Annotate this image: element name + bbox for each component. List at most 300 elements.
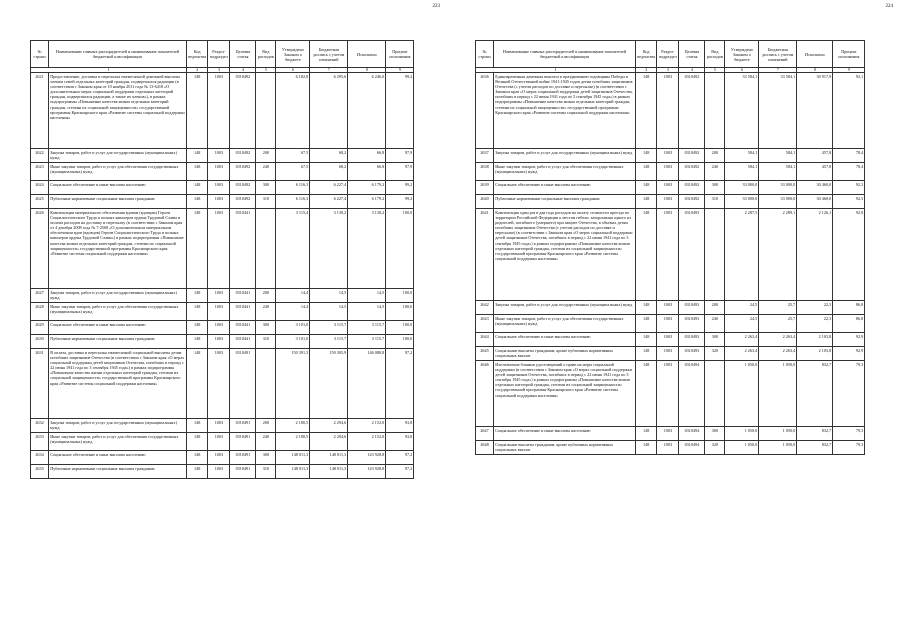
row-number: 2641 — [476, 209, 494, 301]
code-ved-cell: 148 — [187, 349, 208, 419]
row-name: Социальное обеспечение и иные выплаты населению — [494, 427, 636, 441]
table-row — [31, 335, 414, 349]
executed-cell: 143 928,8 — [348, 465, 386, 479]
column-header: Код ведомства — [636, 41, 657, 68]
table-row — [476, 315, 865, 333]
section-cell: 1003 — [208, 419, 230, 433]
approved-cell: 24,5 — [725, 301, 759, 315]
row-name: Социальное обеспечение и иные выплаты населению — [49, 451, 187, 465]
target-cell: 0310491 — [230, 433, 256, 451]
expense-type-cell: 240 — [256, 433, 276, 451]
column-header: Бюджетная роспись с учетом изменений — [759, 41, 797, 68]
listed-cell: 2 289,1 — [759, 209, 797, 301]
table-row — [31, 349, 414, 419]
target-cell: 0310493 — [679, 301, 705, 315]
column-header: Раздел-подраздел — [208, 41, 230, 68]
table-row — [31, 73, 414, 149]
code-ved-cell: 148 — [187, 73, 208, 149]
column-number: 7 — [310, 68, 348, 73]
expense-type-cell: 300 — [705, 427, 725, 441]
listed-cell: 3 115,7 — [310, 321, 348, 335]
code-ved-cell: 148 — [187, 209, 208, 289]
approved-cell: 1 050,0 — [725, 441, 759, 455]
listed-cell: 584,1 — [759, 149, 797, 163]
row-number: 2640 — [476, 195, 494, 209]
listed-cell: 6 227,4 — [310, 195, 348, 209]
section-cell: 1003 — [208, 163, 230, 181]
row-name: Иные закупки товаров, работ и услуг для обеспечения государственных (муниципальных) нужд — [494, 163, 636, 181]
column-header: Процент исполнения — [833, 41, 865, 68]
row-name: Компенсация один раз в два года расходов на оплату стоимости проезда по территории Российской Федерации к местам гибели, захоронения одного из родителей, погибшего (умершего) при защите Отечества, в объемах детям погибших защитников Отечества (с учетом расходов по доставке и пересылке) (в соответствии с Законом края «О мерах социальной поддержки детей защитников Отечества, погибших в период с 22 июня 1941 года по 3 сентября 1945 года») в рамках подпрограммы «Повышение качества жизни отдельных категорий граждан, степени их социальной защищенности» государственной программы Красноярского края «Развитие системы социальной поддержки населения» — [494, 209, 636, 301]
page-number: 223 — [432, 4, 440, 9]
column-header: Наименование главных распорядителей и наименование показателей бюджетной классификации — [494, 41, 636, 68]
listed-cell: 33 584,1 — [759, 73, 797, 149]
percent-cell: 93,8 — [386, 433, 414, 451]
row-number: 2634 — [31, 451, 49, 465]
approved-cell: 24,5 — [725, 315, 759, 333]
table-row — [476, 209, 865, 301]
expense-type-cell: 240 — [705, 315, 725, 333]
expense-type-cell — [705, 209, 725, 301]
row-name: Единовременная денежная выплата к празднованию годовщины Победы в Великой Отечественной войне 1941-1945 годов детям погибших защитников Отечества (с учетом расходов по доставке и пересылке) (в соответствии с Законом края «О мерах социальной поддержки детей защитников Отечества, погибших в период с 22 июня 1941 года по 3 сентября 1945 года») в рамках подпрограммы «Повышение качества жизни отдельных категорий граждан, степени их социальной защищенности» государственной программы Красноярского края «Развитие системы социальной поддержки населения» — [494, 73, 636, 149]
approved-cell: 3 101,0 — [276, 335, 310, 349]
approved-cell: 1 050,0 — [725, 361, 759, 427]
row-name: Социальное обеспечение и иные выплаты населению — [494, 181, 636, 195]
section-cell: 1003 — [208, 335, 230, 349]
table-row — [31, 209, 414, 289]
column-number: 4 — [230, 68, 256, 73]
expense-type-cell: 320 — [705, 441, 725, 455]
listed-cell: 68,2 — [310, 149, 348, 163]
executed-cell: 66,8 — [348, 149, 386, 163]
column-header: Целевая статья — [230, 41, 256, 68]
section-cell: 1003 — [208, 209, 230, 289]
percent-cell: 92,9 — [833, 333, 865, 347]
code-ved-cell: 148 — [636, 73, 657, 149]
column-header: Исполнено — [348, 41, 386, 68]
row-number: 2636 — [476, 73, 494, 149]
column-header: Утверждено Законом о бюджете — [725, 41, 759, 68]
expense-type-cell — [256, 349, 276, 419]
row-number: 2628 — [31, 303, 49, 321]
listed-cell: 3 130,2 — [310, 209, 348, 289]
listed-cell: 33 000,0 — [759, 181, 797, 195]
row-number: 2643 — [476, 315, 494, 333]
row-number: 2622 — [31, 149, 49, 163]
target-cell: 0310491 — [230, 349, 256, 419]
table-row — [476, 361, 865, 427]
target-cell: 0310441 — [230, 209, 256, 289]
column-number: 8 — [348, 68, 386, 73]
table-row — [476, 149, 865, 163]
row-number: 2626 — [31, 209, 49, 289]
row-name: Социальное обеспечение и иные выплаты населению — [49, 181, 187, 195]
row-number: 2624 — [31, 181, 49, 195]
section-cell: 1003 — [657, 73, 679, 149]
executed-cell: 832,7 — [797, 441, 833, 455]
target-cell: 0310491 — [230, 465, 256, 479]
row-name: Иные закупки товаров, работ и услуг для обеспечения государственных (муниципальных) нужд — [494, 315, 636, 333]
listed-cell: 3 115,7 — [310, 335, 348, 349]
column-number: 6 — [725, 68, 759, 73]
column-header: Процент исполнения — [386, 41, 414, 68]
target-cell: 0310492 — [230, 73, 256, 149]
executed-cell: 22,3 — [797, 301, 833, 315]
expense-type-cell: 240 — [256, 163, 276, 181]
table-row — [31, 465, 414, 479]
column-header: Бюджетная роспись с учетом изменений — [310, 41, 348, 68]
percent-cell: 100,0 — [386, 335, 414, 349]
listed-cell: 6 227,4 — [310, 181, 348, 195]
table-row — [476, 441, 865, 455]
table-row — [476, 301, 865, 315]
expense-type-cell: 310 — [256, 195, 276, 209]
percent-cell: 78,4 — [833, 149, 865, 163]
row-name: Иные закупки товаров, работ и услуг для обеспечения государственных (муниципальных) нужд — [49, 163, 187, 181]
percent-cell: 79,3 — [833, 441, 865, 455]
section-cell: 1003 — [657, 195, 679, 209]
expense-type-cell: 240 — [256, 303, 276, 321]
percent-cell: 97,9 — [386, 149, 414, 163]
expense-type-cell — [705, 73, 725, 149]
section-cell: 1003 — [657, 209, 679, 301]
listed-cell: 1 050,0 — [759, 361, 797, 427]
section-cell: 1003 — [208, 349, 230, 419]
executed-cell: 2 152,0 — [348, 433, 386, 451]
approved-cell: 33 000,0 — [725, 195, 759, 209]
table-row — [31, 163, 414, 181]
section-cell: 1003 — [208, 195, 230, 209]
row-number: 2635 — [31, 465, 49, 479]
row-name: Публичные нормативные социальные выплаты гражданам — [49, 335, 187, 349]
target-cell: 0310492 — [230, 195, 256, 209]
executed-cell: 457,8 — [797, 163, 833, 181]
expense-type-cell: 200 — [705, 301, 725, 315]
column-header: № строки — [476, 41, 494, 68]
code-ved-cell: 148 — [187, 465, 208, 479]
listed-cell: 150 305,9 — [310, 349, 348, 419]
approved-cell: 33 584,1 — [725, 73, 759, 149]
table-row — [476, 73, 865, 149]
section-cell: 1003 — [208, 303, 230, 321]
listed-cell: 2 263,4 — [759, 347, 797, 361]
column-header: Код ведомства — [187, 41, 208, 68]
expense-type-cell: 300 — [256, 451, 276, 465]
column-header: Вид расходов — [705, 41, 725, 68]
row-name: Иные закупки товаров, работ и услуг для обеспечения государственных (муниципальных) нужд — [49, 433, 187, 451]
executed-cell: 2 126,1 — [797, 209, 833, 301]
listed-cell: 584,1 — [759, 163, 797, 181]
approved-cell: 6 182,8 — [276, 73, 310, 149]
executed-cell: 14,5 — [348, 289, 386, 303]
code-ved-cell: 148 — [636, 347, 657, 361]
section-cell: 1003 — [208, 321, 230, 335]
listed-cell: 14,5 — [310, 289, 348, 303]
approved-cell: 14,4 — [276, 303, 310, 321]
section-cell: 1003 — [657, 149, 679, 163]
expense-type-cell — [256, 209, 276, 289]
target-cell: 0310493 — [679, 347, 705, 361]
code-ved-cell: 148 — [187, 195, 208, 209]
listed-cell: 6 295,6 — [310, 73, 348, 149]
column-header: Исполнено — [797, 41, 833, 68]
section-cell: 1003 — [657, 427, 679, 441]
percent-cell: 79,3 — [833, 427, 865, 441]
expense-type-cell: 300 — [256, 181, 276, 195]
code-ved-cell: 148 — [636, 361, 657, 427]
executed-cell: 14,5 — [348, 303, 386, 321]
target-cell: 0310441 — [230, 335, 256, 349]
row-name: Компенсация материального обеспечения вдовам (вдовцам) Героев Социалистического Труда и полных кавалеров ордена Трудовой Славы и оплаты расходов на доставку и пересылку (в соответствии с Законом края от 4 декабря 2008 года № 7-2568 «О дополнительном материальном обеспечении вдов (вдовцов) Героев Социалистического Труда и полных кавалеров ордена Трудовой Славы») в рамках подпрограммы «Повышение качества жизни отдельных категорий граждан, степени их социальной защищенности» государственной программы Красноярского края «Развитие системы социальной поддержки населения» — [49, 209, 187, 289]
listed-cell: 25,7 — [759, 315, 797, 333]
row-number: 2629 — [31, 321, 49, 335]
row-number: 2637 — [476, 149, 494, 163]
row-name: Предоставление, доставка и пересылка ежемесячной денежной выплаты членам семей отдельных категорий граждан, подвергшихся радиации (в соответствии с Законом края от 10 ноября 2011 года № 13-6418 «О дополнительных мерах социальной поддержки отдельных категорий граждан, подвергшихся радиации, а также их членов»), в рамках подпрограммы «Повышение качества жизни отдельных категорий граждан, степени их социальной защищенности» государственной программы Красноярского края «Развитие системы социальной поддержки населения» — [49, 73, 187, 149]
target-cell: 0310492 — [230, 149, 256, 163]
column-number: 9 — [833, 68, 865, 73]
target-cell: 0310494 — [679, 427, 705, 441]
code-ved-cell: 148 — [636, 315, 657, 333]
code-ved-cell: 148 — [636, 195, 657, 209]
code-ved-cell: 148 — [187, 149, 208, 163]
table-header-row — [31, 41, 414, 68]
row-name: Публичные нормативные социальные выплаты гражданам — [49, 195, 187, 209]
row-number: 2627 — [31, 289, 49, 303]
row-number: 2642 — [476, 301, 494, 315]
row-number: 2623 — [31, 163, 49, 181]
section-cell: 1003 — [657, 301, 679, 315]
executed-cell: 30 460,0 — [797, 195, 833, 209]
row-number: 2631 — [31, 349, 49, 419]
listed-cell: 148 011,3 — [310, 451, 348, 465]
percent-cell: 78,4 — [833, 163, 865, 181]
code-ved-cell: 148 — [636, 301, 657, 315]
listed-cell: 25,7 — [759, 301, 797, 315]
row-name: Закупка товаров, работ и услуг для государственных (муниципальных) нужд — [494, 301, 636, 315]
approved-cell: 67,5 — [276, 149, 310, 163]
executed-cell: 3 115,7 — [348, 335, 386, 349]
percent-cell: 86,8 — [833, 301, 865, 315]
code-ved-cell: 148 — [636, 149, 657, 163]
target-cell: 0310493 — [679, 333, 705, 347]
expense-type-cell — [705, 361, 725, 427]
approved-cell: 584,1 — [725, 149, 759, 163]
section-cell: 1003 — [657, 347, 679, 361]
percent-cell: 93,8 — [386, 419, 414, 433]
table-row — [476, 333, 865, 347]
listed-cell: 1 050,0 — [759, 427, 797, 441]
percent-cell: 86,8 — [833, 315, 865, 333]
column-number: 1 — [476, 68, 636, 73]
listed-cell: 68,2 — [310, 163, 348, 181]
target-cell: 0310491 — [230, 419, 256, 433]
column-number: 1 — [31, 68, 187, 73]
section-cell: 1003 — [657, 315, 679, 333]
row-number: 2621 — [31, 73, 49, 149]
row-number: 2630 — [31, 335, 49, 349]
expense-type-cell: 310 — [256, 335, 276, 349]
code-ved-cell: 148 — [636, 441, 657, 455]
executed-cell: 3 115,7 — [348, 321, 386, 335]
percent-cell: 97,2 — [386, 465, 414, 479]
expense-type-cell: 200 — [256, 419, 276, 433]
approved-cell: 1 050,0 — [725, 427, 759, 441]
approved-cell: 6 116,3 — [276, 181, 310, 195]
percent-cell: 92,9 — [833, 347, 865, 361]
approved-cell: 3 115,4 — [276, 209, 310, 289]
section-cell: 1003 — [657, 361, 679, 427]
approved-cell: 33 000,0 — [725, 181, 759, 195]
row-number: 2645 — [476, 347, 494, 361]
percent-cell: 99,2 — [386, 181, 414, 195]
percent-cell: 100,0 — [386, 289, 414, 303]
executed-cell: 146 080,8 — [348, 349, 386, 419]
row-name: Социальные выплаты гражданам, кроме публичных нормативных социальных выплат — [494, 441, 636, 455]
code-ved-cell: 148 — [187, 163, 208, 181]
target-cell: 0310441 — [230, 303, 256, 321]
approved-cell: 2 180,5 — [276, 419, 310, 433]
section-cell: 1003 — [208, 451, 230, 465]
table-row — [31, 451, 414, 465]
percent-cell: 79,3 — [833, 361, 865, 427]
code-ved-cell: 148 — [187, 321, 208, 335]
column-number: 3 — [657, 68, 679, 73]
listed-cell: 148 011,3 — [310, 465, 348, 479]
percent-cell: 97,2 — [386, 451, 414, 465]
listed-cell: 14,5 — [310, 303, 348, 321]
column-header: Наименование главных распорядителей и наименование показателей бюджетной классификации — [49, 41, 187, 68]
budget-table — [30, 40, 414, 479]
section-cell: 1003 — [208, 149, 230, 163]
percent-cell: 92,3 — [833, 195, 865, 209]
column-header: Целевая статья — [679, 41, 705, 68]
listed-cell: 2 263,4 — [759, 333, 797, 347]
page-number: 224 — [885, 4, 893, 9]
section-cell: 1003 — [657, 333, 679, 347]
executed-cell: 6 179,2 — [348, 195, 386, 209]
table-row — [31, 181, 414, 195]
percent-cell: 97,2 — [386, 349, 414, 419]
section-cell: 1003 — [208, 289, 230, 303]
row-name: Социальные выплаты гражданам, кроме публичных нормативных социальных выплат — [494, 347, 636, 361]
column-header: Вид расходов — [256, 41, 276, 68]
row-name: Закупка товаров, работ и услуг для государственных (муниципальных) нужд — [49, 419, 187, 433]
table-row — [31, 289, 414, 303]
percent-cell: 99,2 — [386, 195, 414, 209]
expense-type-cell: 310 — [256, 465, 276, 479]
percent-cell: 92,3 — [833, 181, 865, 195]
row-number: 2638 — [476, 163, 494, 181]
column-header: № строки — [31, 41, 49, 68]
code-ved-cell: 148 — [636, 181, 657, 195]
target-cell: 0310492 — [230, 163, 256, 181]
target-cell: 0310441 — [230, 289, 256, 303]
table-row — [476, 195, 865, 209]
table-row — [31, 303, 414, 321]
percent-cell: 92,1 — [833, 73, 865, 149]
section-cell: 1003 — [208, 465, 230, 479]
section-cell: 1003 — [657, 181, 679, 195]
code-ved-cell: 148 — [187, 181, 208, 195]
expense-type-cell: 200 — [256, 289, 276, 303]
expense-type-cell: 300 — [705, 333, 725, 347]
percent-cell: 100,0 — [386, 303, 414, 321]
row-name: Публичные нормативные социальные выплаты гражданам — [494, 195, 636, 209]
approved-cell: 148 011,3 — [276, 465, 310, 479]
code-ved-cell: 148 — [636, 427, 657, 441]
target-cell: 0310494 — [679, 361, 705, 427]
table-row — [31, 195, 414, 209]
target-cell: 0310441 — [230, 321, 256, 335]
code-ved-cell: 148 — [187, 289, 208, 303]
code-ved-cell: 148 — [187, 451, 208, 465]
executed-cell: 832,7 — [797, 427, 833, 441]
row-number: 2646 — [476, 361, 494, 427]
row-name: Закупка товаров, работ и услуг для государственных (муниципальных) нужд — [49, 149, 187, 163]
target-cell: 0310493 — [679, 209, 705, 301]
executed-cell: 457,8 — [797, 149, 833, 163]
approved-cell: 150 391,3 — [276, 349, 310, 419]
executed-cell: 2 103,8 — [797, 333, 833, 347]
executed-cell: 66,8 — [348, 163, 386, 181]
table-row — [476, 427, 865, 441]
code-ved-cell: 148 — [187, 419, 208, 433]
approved-cell: 2 180,5 — [276, 433, 310, 451]
target-cell: 0310492 — [679, 73, 705, 149]
code-ved-cell: 148 — [636, 209, 657, 301]
column-number: 9 — [386, 68, 414, 73]
target-cell: 0310492 — [679, 195, 705, 209]
column-header: Утверждено Законом о бюджете — [276, 41, 310, 68]
executed-cell: 2 152,0 — [348, 419, 386, 433]
target-cell: 0310494 — [679, 441, 705, 455]
approved-cell: 2 287,5 — [725, 209, 759, 301]
column-number: 8 — [797, 68, 833, 73]
row-name: Иные закупки товаров, работ и услуг для обеспечения государственных (муниципальных) нужд — [49, 303, 187, 321]
row-number: 2648 — [476, 441, 494, 455]
approved-cell: 2 263,4 — [725, 333, 759, 347]
executed-cell: 143 928,8 — [348, 451, 386, 465]
table-row — [31, 419, 414, 433]
executed-cell: 30 917,9 — [797, 73, 833, 149]
percent-cell: 100,0 — [386, 321, 414, 335]
target-cell: 0310492 — [679, 181, 705, 195]
table-row — [31, 149, 414, 163]
executed-cell: 6 246,0 — [348, 73, 386, 149]
approved-cell: 67,5 — [276, 163, 310, 181]
target-cell: 0310492 — [679, 149, 705, 163]
row-number: 2633 — [31, 433, 49, 451]
listed-cell: 2 294,6 — [310, 433, 348, 451]
section-cell: 1003 — [657, 441, 679, 455]
executed-cell: 30 460,0 — [797, 181, 833, 195]
row-number: 2625 — [31, 195, 49, 209]
executed-cell: 832,7 — [797, 361, 833, 427]
column-header: Раздел-подраздел — [657, 41, 679, 68]
expense-type-cell: 240 — [705, 163, 725, 181]
row-name: Социальное обеспечение и иные выплаты населению — [49, 321, 187, 335]
listed-cell: 2 294,6 — [310, 419, 348, 433]
budget-table — [475, 40, 865, 455]
row-number: 2644 — [476, 333, 494, 347]
listed-cell: 1 050,0 — [759, 441, 797, 455]
table-row — [476, 181, 865, 195]
percent-cell: 92,9 — [833, 209, 865, 301]
approved-cell: 148 011,3 — [276, 451, 310, 465]
row-name: Изготовление бланков удостоверений о праве на меры социальной поддержки (в соответствии с Законом края «О мерах социальной поддержки детей защитников Отечества, погибших в период с 22 июня 1941 года по 3 сентября 1945 года») в рамках подпрограммы «Повышение качества жизни отдельных категорий граждан, степени их социальной защищенности» государственной программы Красноярского края «Развитие системы социальной поддержки населения» — [494, 361, 636, 427]
section-cell: 1003 — [208, 433, 230, 451]
code-ved-cell: 148 — [636, 333, 657, 347]
